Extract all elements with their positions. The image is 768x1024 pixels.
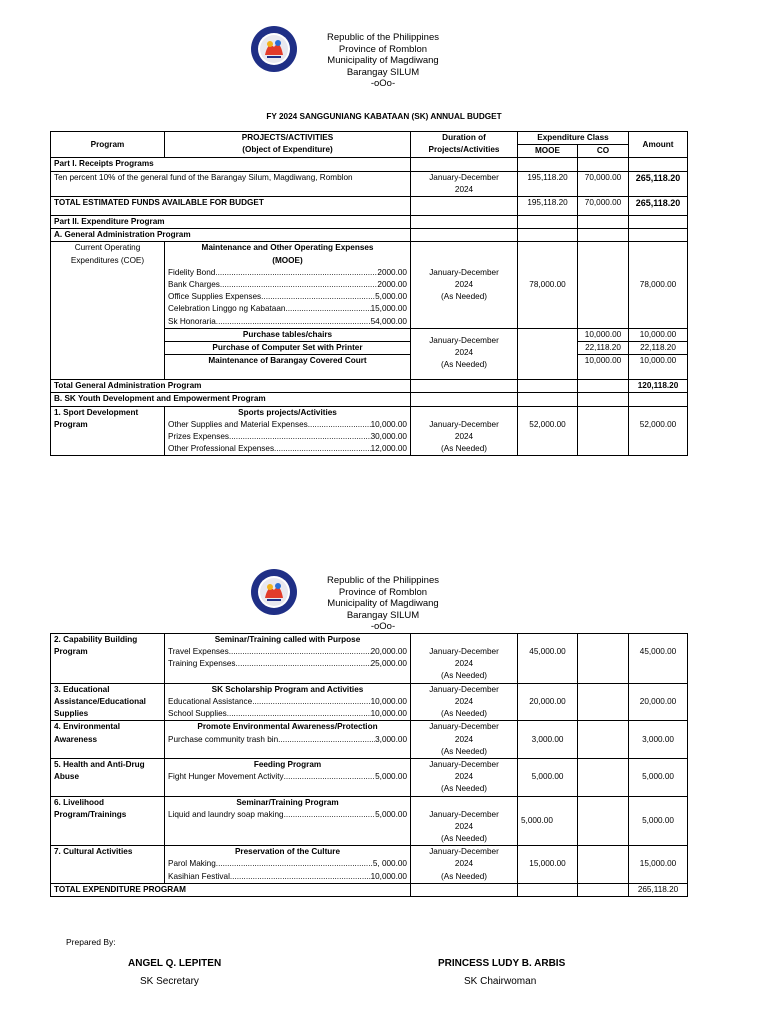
table-row [51,796,688,846]
table-row [51,229,688,242]
duration-cell: January-December 2024 (As Needed) [411,634,518,684]
co-item-co: 10,000.00 [578,328,629,341]
sport-program: 1. Sport Development Program [51,406,165,456]
sport-items: Sports projects/Activities Other Supplies and Material Expenses ..... 10,000.00 Prizes Expenses ..... 30,000.00 Other Professional Expenses ..... 12,000.00 [165,406,411,456]
header-line-4: Barangay SILUM [346,66,420,78]
table-row [51,158,688,171]
list-item: Other Professional Expenses ..... 12,000.00 [168,443,407,455]
health-items: Feeding Program Fight Hunger Movement Activity ..... 5,000.00 [165,759,411,797]
list-item: Fidelity Bond ..... 2000.00 [168,267,407,279]
env-mooe: 3,000.00 [518,721,578,759]
table-row [51,683,688,721]
capability-items: Seminar/Training called with Purpose Travel Expenses ..... 20,000.00 Training Expenses ..... 25,000.00 [165,634,411,684]
list-item: Sk Honoraria ..... 54,000.00 [168,316,407,328]
env-items: Promote Environmental Awareness/Protection Purchase community trash bin ..... 3,000.00 [165,721,411,759]
co-item-co: 22,118.20 [578,342,629,355]
part1-amount: 265,118.20 [629,171,688,196]
table-row [51,171,688,196]
header-line-3: Municipality of Magdiwang [327,55,439,67]
b-label: B. SK Youth Development and Empowerment Program [51,393,411,406]
duration-cell: January-December 2024 (As Needed) [411,846,518,884]
col-program: Program [51,132,165,158]
env-amount: 3,000.00 [629,721,688,759]
table-row [51,242,688,328]
list-item: Parol Making ..... 5, 000.00 [168,858,407,870]
col-duration: Duration of Projects/Activities [411,132,518,158]
total-ga-label: Total General Administration Program [51,380,411,393]
duration-cell: January-December 2024 (As Needed) [411,683,518,721]
header-line-2: Province of Romblon [338,43,428,55]
document-title: FY 2024 SANGGUNIANG KABATAAN (SK) ANNUAL BUDGET [266,112,502,121]
header-line-5: -oOo- [370,78,396,90]
table-row [51,406,688,456]
duration-cell: January-December 2024 (As Needed) [411,759,518,797]
duration-cell: January-December 2024 (As Needed) [411,721,518,759]
capability-program: 2. Capability Building Program [51,634,165,684]
list-item: Purchase community trash bin ..... 3,000.00 [168,734,407,746]
co-item-name: Maintenance of Barangay Covered Court [165,355,411,380]
budget-table-2 [50,633,688,897]
duration-cell: January-December 2024 (As Needed) [411,796,518,846]
header-line-4: Barangay SILUM [346,609,420,621]
budget-table-1 [50,131,688,456]
duration-cell: January-December 2024 (As Needed) [411,242,518,328]
list-item: Prizes Expenses ..... 30,000.00 [168,431,407,443]
ga-mooe: 78,000.00 [518,242,578,328]
co-item-name: Purchase of Computer Set with Printer [165,342,411,355]
ga-label: A. General Administration Program [51,229,411,242]
cultural-amount: 15,000.00 [629,846,688,884]
sport-mooe: 52,000.00 [518,406,578,456]
educ-items: SK Scholarship Program and Activities Educational Assistance ..... 10,000.00 School Supplies ..... 10,000.00 [165,683,411,721]
table-row [51,197,688,216]
table-row [51,393,688,406]
list-item: Fight Hunger Movement Activity ..... 5,000.00 [168,771,407,783]
table-header-row [51,132,688,145]
cultural-mooe: 15,000.00 [518,846,578,884]
list-item: Training Expenses ..... 25,000.00 [168,658,407,670]
health-program: 5. Health and Anti-Drug Abuse [51,759,165,797]
header-line-3: Municipality of Magdiwang [327,598,439,610]
part2-label: Part II. Expenditure Program [51,216,411,229]
list-item: Bank Charges ..... 2000.00 [168,279,407,291]
total-ga-amount: 120,118.20 [629,380,688,393]
part1-desc: Ten percent 10% of the general fund of the Barangay Silum, Magdiwang, Romblon [51,171,411,196]
col-mooe: MOOE [518,145,578,158]
signatory-2-name: PRINCESS LUDY B. ARBIS [438,958,566,969]
total-exp-amount: 265,118.20 [629,883,688,896]
col-projects: PROJECTS/ACTIVITIES (Object of Expenditure) [165,132,411,158]
livelihood-amount: 5,000.00 [629,796,688,846]
co-item-amount: 10,000.00 [629,328,688,341]
list-item: Educational Assistance ..... 10,000.00 [168,696,407,708]
signatory-2-role: SK Chairwoman [464,976,537,987]
list-item: School Supplies ..... 10,000.00 [168,708,407,720]
table-row [51,634,688,684]
table-row [51,759,688,797]
env-program: 4. Environmental Awareness [51,721,165,759]
signatory-1-role: SK Secretary [140,976,199,987]
sk-seal-logo [250,25,298,73]
col-co: CO [578,145,629,158]
list-item: Office Supplies Expenses ..... 5,000.00 [168,291,407,303]
livelihood-items: Seminar/Training Program Liquid and laundry soap making ..... 5,000.00 [165,796,411,846]
health-mooe: 5,000.00 [518,759,578,797]
header-line-5: -oOo- [370,621,396,633]
total-funds-label: TOTAL ESTIMATED FUNDS AVAILABLE FOR BUDGET [51,197,411,216]
table-row [51,846,688,884]
duration-cell: January-December 2024 (As Needed) [411,328,518,379]
part1-label: Part I. Receipts Programs [51,158,411,171]
total-funds-mooe: 195,118.20 [518,197,578,216]
mooe-items: Maintenance and Other Operating Expenses (MOOE) Fidelity Bond ..... 2000.00 Bank Charges ..... 2000.00 Office Supplies Expenses ..... 5,000.00 Celebration Linggo ng Kabataan ..... 15,000.00 Sk Honoraria ..... 54,000.00 [165,242,411,328]
part1-mooe: 195,118.20 [518,171,578,196]
part1-co: 70,000.00 [578,171,629,196]
educ-amount: 20,000.00 [629,683,688,721]
table-row [51,883,688,896]
cultural-program: 7. Cultural Activities [51,846,165,884]
health-amount: 5,000.00 [629,759,688,797]
co-item-co: 10,000.00 [578,355,629,380]
educ-program: 3. Educational Assistance/Educational Supplies [51,683,165,721]
livelihood-program: 6. Livelihood Program/Trainings [51,796,165,846]
table-row [51,216,688,229]
table-row [51,721,688,759]
livelihood-mooe: 5,000.00 [518,796,578,846]
co-item-amount: 22,118.20 [629,342,688,355]
capability-amount: 45,000.00 [629,634,688,684]
list-item: Liquid and laundry soap making ..... 5,000.00 [168,809,407,821]
header-line-1: Republic of the Philippines [327,32,439,43]
total-funds-amount: 265,118.20 [629,197,688,216]
total-funds-co: 70,000.00 [578,197,629,216]
header-line-2: Province of Romblon [338,586,428,598]
header-line-1: Republic of the Philippines [327,575,439,586]
sport-amount: 52,000.00 [629,406,688,456]
cultural-items: Preservation of the Culture Parol Making ..... 5, 000.00 Kasihian Festival ..... 10,000.00 [165,846,411,884]
total-exp-label: TOTAL EXPENDITURE PROGRAM [51,883,411,896]
col-expclass: Expenditure Class [518,132,629,145]
sk-seal-logo [250,568,298,616]
duration-cell: January-December 2024 (As Needed) [411,406,518,456]
col-amount: Amount [629,132,688,158]
educ-mooe: 20,000.00 [518,683,578,721]
coe-label: Current Operating Expenditures (COE) [51,242,165,380]
co-item-amount: 10,000.00 [629,355,688,380]
list-item: Travel Expenses ..... 20,000.00 [168,646,407,658]
list-item: Other Supplies and Material Expenses ..... 10,000.00 [168,419,407,431]
signatory-1-name: ANGEL Q. LEPITEN [128,958,222,969]
prepared-by-label: Prepared By: [66,937,116,947]
table-row [51,380,688,393]
capability-mooe: 45,000.00 [518,634,578,684]
list-item: Kasihian Festival ..... 10,000.00 [168,871,407,883]
list-item: Celebration Linggo ng Kabataan ..... 15,000.00 [168,303,407,315]
ga-mooe-amount: 78,000.00 [629,242,688,328]
co-item-name: Purchase tables/chairs [165,328,411,341]
duration-cell: January-December 2024 [411,171,518,196]
